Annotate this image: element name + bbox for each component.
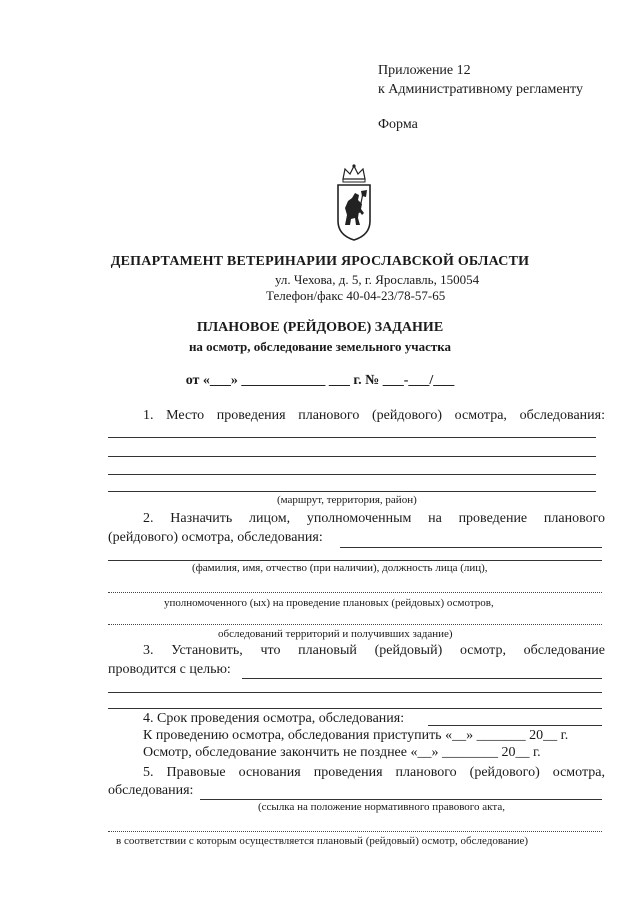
org-name: ДЕПАРТАМЕНТ ВЕТЕРИНАРИИ ЯРОСЛАВСКОЙ ОБЛАСТИ (110, 254, 530, 269)
item-2-field-line-2[interactable] (108, 560, 602, 561)
item-2-caption-1: (фамилия, имя, отчество (при наличии), должность лица (лиц), (192, 562, 488, 574)
item-2-field-line-1[interactable] (340, 547, 602, 548)
item-5-caption-1: (ссылка на положение нормативного правового акта, (258, 801, 505, 813)
item-2-field-line-3[interactable] (108, 592, 602, 593)
date-number-line: от «___» ____________ ___ г. № ___-___/___ (185, 373, 455, 388)
document-title: ПЛАНОВОЕ (РЕЙДОВОЕ) ЗАДАНИЕ (196, 320, 444, 335)
item-1-field-line-3[interactable] (108, 474, 596, 475)
item-4-end: Осмотр, обследование закончить не позднее «__» ________ 20__ г. (143, 745, 541, 760)
item-1-field-line-1[interactable] (108, 437, 596, 438)
item-5-caption-2: в соответствии с которым осуществляется плановый (рейдовый) осмотр, обследование) (116, 835, 529, 847)
item-3-line-2: проводится с целью: (108, 662, 231, 677)
item-4-field-line[interactable] (428, 725, 602, 726)
appendix-label: Приложение 12 (378, 63, 471, 78)
item-3-field-line-1[interactable] (242, 678, 602, 679)
form-label: Форма (378, 117, 418, 132)
item-2-field-line-4[interactable] (108, 624, 602, 625)
item-2-caption-3: обследований территорий и получивших задание) (218, 628, 453, 640)
item-5-line-2: обследования: (108, 783, 194, 798)
item-3-field-line-2[interactable] (108, 692, 602, 693)
item-1-text: 1. Место проведения планового (рейдового) осмотра, обследования: (143, 408, 605, 423)
item-5-field-line-2[interactable] (108, 831, 602, 832)
regulation-label: к Административному регламенту (378, 82, 583, 97)
item-1-field-line-4[interactable] (108, 491, 596, 492)
item-3-line-1: 3. Установить, что плановый (рейдовый) осмотр, обследование (143, 643, 605, 658)
item-1-field-line-2[interactable] (108, 456, 596, 457)
item-4-text: 4. Срок проведения осмотра, обследования: (143, 711, 405, 726)
item-5-field-line-1[interactable] (200, 799, 602, 800)
item-5-line-1: 5. Правовые основания проведения планового (рейдового) осмотра, (143, 765, 605, 780)
item-2-caption-2: уполномоченного (ых) на проведение плановых (рейдовых) осмотров, (164, 597, 494, 609)
item-3-field-line-3[interactable] (108, 708, 602, 709)
item-1-caption: (маршрут, территория, район) (277, 494, 417, 506)
org-address: ул. Чехова, д. 5, г. Ярославль, 150054 (275, 272, 480, 287)
item-2-line-1: 2. Назначить лицом, уполномоченным на проведение планового (143, 511, 605, 526)
item-2-line-2: (рейдового) осмотра, обследования: (108, 530, 323, 545)
item-4-start: К проведению осмотра, обследования приступить «__» _______ 20__ г. (143, 728, 569, 743)
org-phone: Телефон/факс 40-04-23/78-57-65 (266, 288, 446, 303)
document-subtitle: на осмотр, обследование земельного участка (188, 339, 452, 354)
coat-of-arms-emblem (333, 163, 375, 243)
